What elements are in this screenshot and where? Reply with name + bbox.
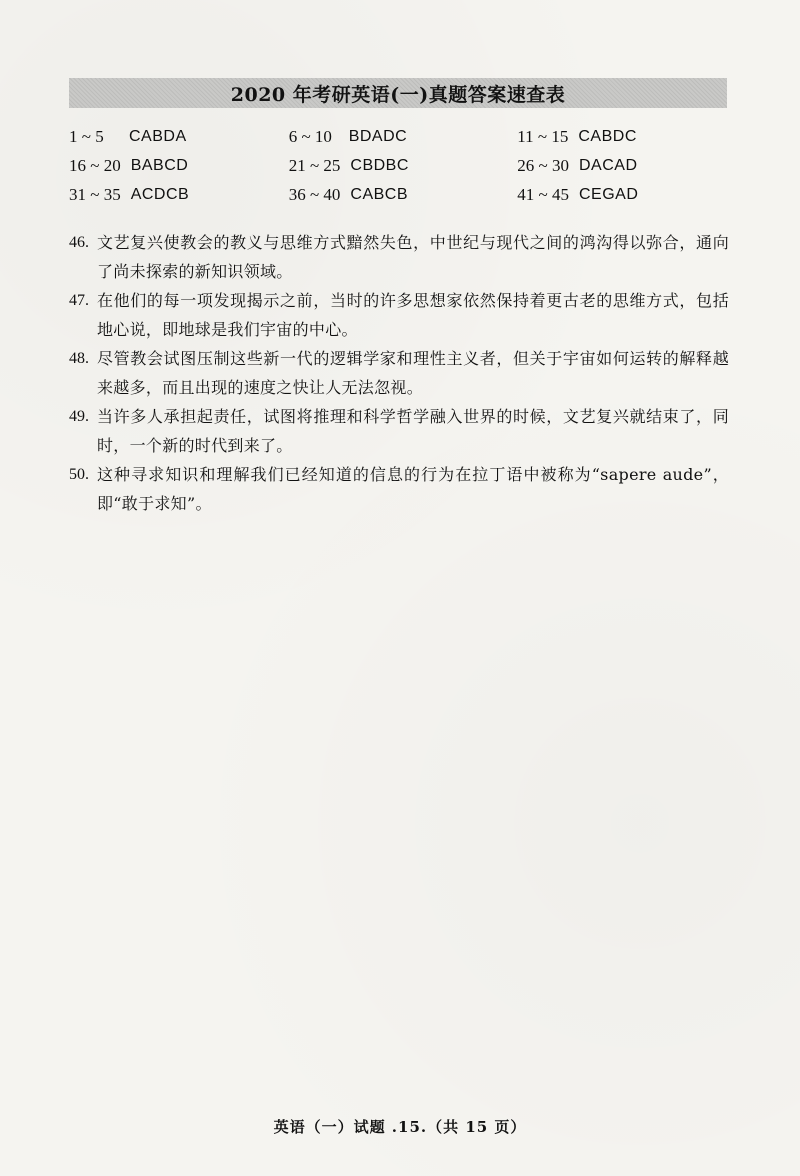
translation-number: 49. — [69, 408, 89, 425]
answer-range: 6 ~ 10 — [288, 126, 332, 146]
translation-number: 46. — [69, 234, 89, 251]
translation-number: 50. — [69, 466, 89, 483]
translation-item — [69, 460, 729, 518]
answer-group — [281, 127, 503, 147]
translation-text: 在他们的每一项发现揭示之前，当时的许多思想家依然保持着更古老的思维方式，包括地心说，即地球是我们宇宙的中心。 — [97, 291, 729, 339]
translation-list — [69, 228, 729, 518]
translation-text: 这种寻求知识和理解我们已经知道的信息的行为在拉丁语中被称为“sapere aude”，即“敢于求知”。 — [97, 465, 729, 513]
answer-letters: ACDCB — [130, 185, 190, 203]
title-bar — [69, 78, 727, 108]
answer-group — [69, 185, 281, 205]
answer-group — [281, 185, 503, 205]
translation-text: 文艺复兴使教会的教义与思维方式黯然失色，中世纪与现代之间的鸿沟得以弥合，通向了尚未探索的新知识领域。 — [97, 233, 729, 281]
answer-row — [69, 180, 729, 209]
translation-number: 47. — [69, 292, 89, 309]
answer-letters: DACAD — [579, 156, 638, 174]
translation-text: 当许多人承担起责任，试图将推理和科学哲学融入世界的时候，文艺复兴就结束了，同时，一个新的时代到来了。 — [97, 407, 729, 455]
answer-range: 16 ~ 20 — [69, 155, 121, 175]
answer-group — [281, 156, 503, 176]
answer-letters: CBDBC — [350, 156, 409, 174]
answer-letters: CABDC — [578, 127, 637, 145]
answer-group — [502, 185, 729, 205]
answer-group — [502, 127, 729, 147]
answer-range: 26 ~ 30 — [517, 155, 569, 175]
translation-item — [69, 228, 729, 286]
translation-text: 尽管教会试图压制这些新一代的逻辑学家和理性主义者，但关于宇宙如何运转的解释越来越多，而且出现的速度之快让人无法忽视。 — [97, 349, 729, 397]
answer-range: 31 ~ 35 — [69, 184, 121, 204]
answer-row — [69, 122, 729, 151]
translation-item — [69, 344, 729, 402]
answer-group — [502, 156, 729, 176]
answer-row — [69, 151, 729, 180]
answer-group — [69, 127, 281, 147]
page-footer: 英语（一）试题 .15.（共 15 页） — [273, 1118, 527, 1136]
answer-range: 1 ~ 5 — [69, 126, 104, 146]
page-title: 2020 年考研英语(一)真题答案速查表 — [230, 83, 566, 106]
answer-letters: CEGAD — [579, 185, 639, 203]
answer-range: 11 ~ 15 — [517, 126, 569, 146]
answer-letters: BDADC — [348, 127, 408, 145]
translation-item — [69, 286, 729, 344]
answer-range: 36 ~ 40 — [288, 184, 341, 204]
answer-group — [69, 156, 281, 176]
answer-letters: CABCB — [350, 185, 409, 203]
translation-number: 48. — [69, 350, 89, 367]
translation-item — [69, 402, 729, 460]
answer-letters: BABCD — [130, 156, 189, 174]
answer-table — [69, 122, 729, 209]
answer-range: 41 ~ 45 — [517, 184, 569, 204]
answer-range: 21 ~ 25 — [288, 155, 341, 175]
answer-letters: CABDA — [129, 127, 187, 145]
